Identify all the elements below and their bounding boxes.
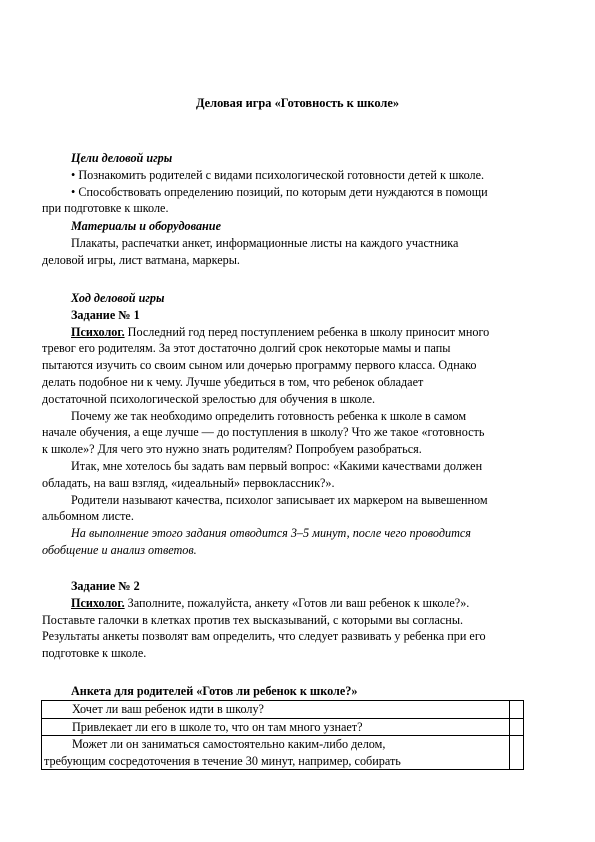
materials-line-1: Плакаты, распечатки анкет, информационные листы на каждого участника xyxy=(71,235,459,250)
psychologist-label-2: Психолог. xyxy=(71,595,125,610)
goals-item-2-line-2: при подготовке к школе. xyxy=(42,201,169,216)
question-cell: Хочет ли ваш ребенок идти в школу? xyxy=(42,701,510,719)
materials-section xyxy=(42,218,552,268)
table-row xyxy=(42,736,524,770)
task-1-paragraph-1-line-3: пытаются изучить со своим сыном или дочерью программу первого класса. Однако xyxy=(42,358,477,373)
task-1-note-line-2: обобщение и анализ ответов. xyxy=(42,542,197,557)
task-1-paragraph-2-line-1: Почему же так необходимо определить готовность ребенка к школе в самом xyxy=(71,408,467,423)
task-1-paragraph-1-line-1 xyxy=(42,324,552,341)
task-1-paragraph-4-line-1: Родители называют качества, психолог записывает их маркером на вывешенном xyxy=(71,492,488,507)
materials-line-2: деловой игры, лист ватмана, маркеры. xyxy=(42,252,240,267)
questionnaire-table xyxy=(41,700,524,770)
task-1-paragraph-2-line-2: начале обучения, а еще лучше — до поступления в школу? Что же такое «готовность xyxy=(42,425,485,440)
task-1-paragraph-3-line-1: Итак, мне хотелось бы задать вам первый вопрос: «Какими качествами должен xyxy=(71,458,483,473)
table-row xyxy=(42,701,524,719)
goals-section xyxy=(42,150,552,217)
goals-heading: Цели деловой игры xyxy=(71,151,173,165)
question-cell xyxy=(42,736,510,770)
task-1-paragraph-2-line-3: к школе»? Для чего это нужно знать родителям? Попробуем разобраться. xyxy=(42,442,422,457)
task-2-heading: Задание № 2 xyxy=(71,579,140,593)
goals-item-1: • Познакомить родителей с видами психологической готовности детей к школе. xyxy=(71,167,485,182)
table-row xyxy=(42,718,524,736)
psychologist-label: Психолог. xyxy=(71,324,125,339)
progress-heading: Ход деловой игры xyxy=(71,291,165,305)
goals-item-2-line-1: • Способствовать определению позиций, по которым дети нуждаются в помощи xyxy=(71,184,488,199)
checkbox-cell[interactable] xyxy=(509,701,523,719)
task-1-paragraph-1-line-2: тревог его родителям. За этот достаточно долгий срок некоторые мамы и папы xyxy=(42,341,451,356)
page-title: Деловая игра «Готовность к школе» xyxy=(195,96,400,110)
progress-section xyxy=(42,290,552,559)
checkbox-cell[interactable] xyxy=(509,736,523,770)
task-1-paragraph-4-line-2: альбомном листе. xyxy=(42,509,134,524)
question-cell: Привлекает ли его в школе то, что он там много узнает? xyxy=(42,718,510,736)
task-2-line-1 xyxy=(42,595,552,612)
question-line-1: Может ли он заниматься самостоятельно каким-либо делом, xyxy=(72,737,386,751)
task-1-paragraph-3-line-2: обладать, на ваш взгляд, «идеальный» первоклассник?». xyxy=(42,475,335,490)
checkbox-cell[interactable] xyxy=(509,718,523,736)
task-1-heading: Задание № 1 xyxy=(71,307,140,322)
task-1-paragraph-1-line-5: достаточной психологической зрелостью для обучения в школе. xyxy=(42,391,376,406)
task-2-line-2: Поставьте галочки в клетках против тех высказываний, с которыми вы согласны. xyxy=(42,612,464,627)
materials-heading: Материалы и оборудование xyxy=(71,219,221,233)
task-2-line-3: Результаты анкеты позволят вам определить, что следует развивать у ребенка при его xyxy=(42,629,486,644)
task-2-line-4: подготовке к школе. xyxy=(42,646,147,661)
task-2-section xyxy=(42,578,552,662)
questionnaire-heading: Анкета для родителей «Готов ли ребенок к школе?» xyxy=(71,684,358,698)
task-1-paragraph-1-line-4: делать подобное ни к чему. Лучше убедиться в том, что ребенок обладает xyxy=(42,374,424,389)
text-span: Заполните, пожалуйста, анкету «Готов ли ваш ребенок к школе?». xyxy=(124,595,470,610)
task-1-note-line-1: На выполнение этого задания отводится 3–5 минут, после чего проводится xyxy=(71,526,471,541)
question-line-2: требующим сосредоточения в течение 30 минут, например, собирать xyxy=(44,753,401,768)
text-span: Последний год перед поступлением ребенка в школу приносит много xyxy=(124,324,490,339)
